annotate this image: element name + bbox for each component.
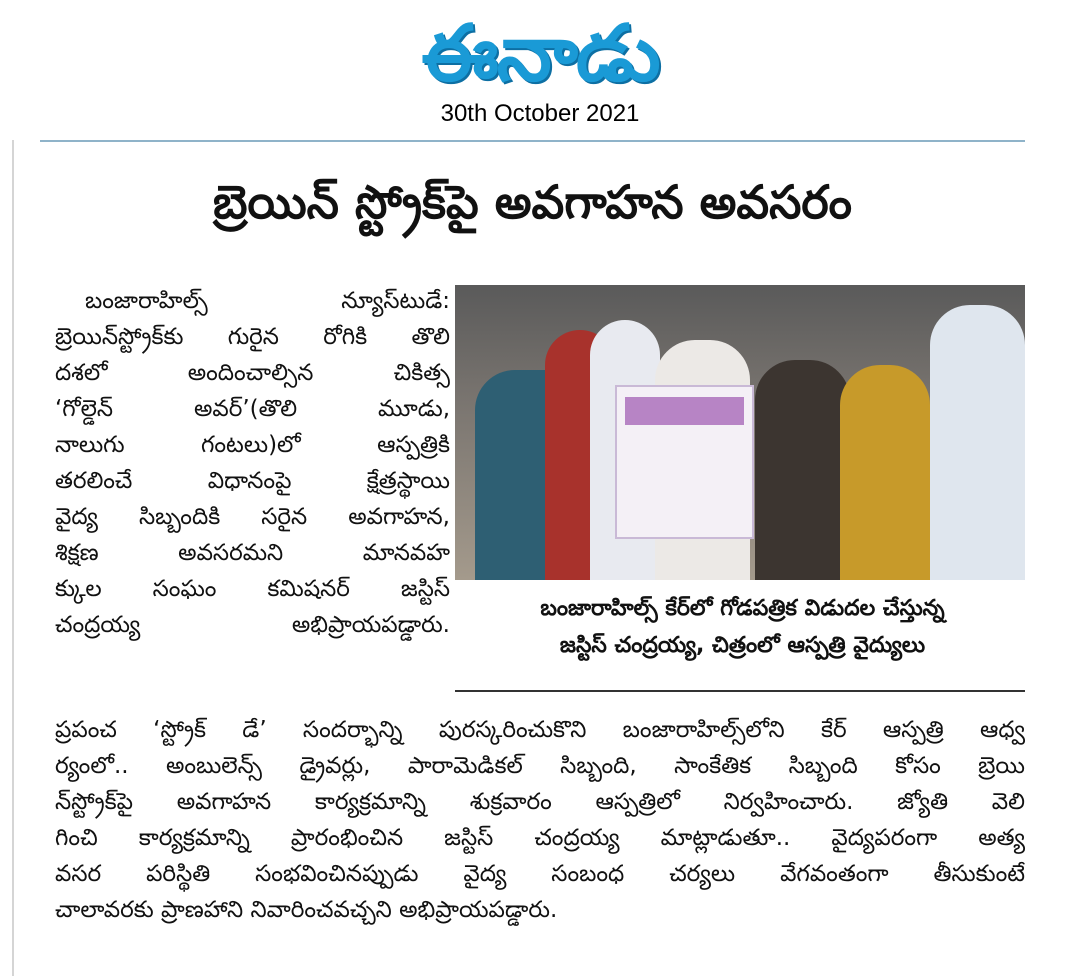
column-line: చంద్రయ్య అభిప్రాయపడ్డారు. — [55, 612, 450, 638]
photo-caption — [460, 590, 1025, 664]
body-line: ర్యంలో.. అంబులెన్స్ డ్రైవర్లు, పారామెడికల్ సిబ్బంది, సాంకేతిక సిబ్బంది కోసం బ్రెయి — [55, 753, 1025, 779]
article-body — [55, 712, 1025, 928]
person-figure — [930, 305, 1025, 580]
column-line: క్కుల సంఘం కమిషనర్ జస్టిస్ — [55, 576, 450, 602]
person-figure — [755, 360, 850, 580]
column-line: శిక్షణ అవసరమని మానవహ — [55, 540, 450, 566]
headline: బ్రెయిన్ స్ట్రోక్‌పై అవగాహన అవసరం — [212, 175, 852, 229]
column-line: దశలో అందించాల్సిన చికిత్స — [55, 360, 450, 386]
body-line: చాలావరకు ప్రాణహాని నివారించవచ్చని అభిప్రాయపడ్డారు. — [55, 897, 558, 923]
column-line: వైద్య సిబ్బందికి సరైన అవగాహన, — [55, 504, 450, 530]
column-line: తరలించే విధానంపై క్షేత్రస్థాయి — [55, 468, 450, 494]
publication-date: 30th October 2021 — [440, 100, 640, 127]
body-line: వసర పరిస్థితి సంభవించినప్పుడు వైద్య సంబంధ చర్యలు వేగవంతంగా తీసుకుంటే — [55, 861, 1025, 887]
wall-poster — [615, 385, 754, 539]
body-line: ప్రపంచ ‘స్ట్రోక్ డే’ సందర్భాన్ని పురస్కరించుకొని బంజారాహిల్స్‌లోని కేర్ ఆస్పత్రి ఆధ్వ — [55, 717, 1025, 743]
column-line: ‘గోల్డెన్ అవర్’(తొలి మూడు, — [55, 396, 450, 422]
dateline: బంజారాహిల్స్ న్యూస్‌టుడే: — [85, 288, 450, 314]
column-line: నాలుగు గంటలు)లో ఆస్పత్రికి — [55, 432, 450, 458]
top-divider — [40, 140, 1025, 142]
caption-divider — [455, 690, 1025, 692]
news-photo — [455, 285, 1025, 580]
body-line: న్‌స్ట్రోక్‌పై అవగాహన కార్యక్రమాన్ని శుక్రవారం ఆస్పత్రిలో నిర్వహించారు. జ్యోతి వెలి — [55, 789, 1025, 815]
caption-line: జస్టిస్ చంద్రయ్య, చిత్రంలో ఆస్పత్రి వైద్యులు — [559, 633, 926, 658]
left-border — [12, 140, 14, 976]
lead-column — [55, 283, 450, 643]
person-figure — [840, 365, 930, 580]
eenadu-logo: ఈనాడు — [421, 9, 659, 99]
caption-line: బంజారాహిల్స్ కేర్‌లో గోడపత్రిక విడుదల చేస్తున్న — [540, 596, 945, 621]
column-line: బ్రెయిన్‌స్ట్రోక్‌కు గురైన రోగికి తొలి — [55, 324, 450, 350]
body-line: గించి కార్యక్రమాన్ని ప్రారంభించిన జస్టిస్ చంద్రయ్య మాట్లాడుతూ.. వైద్యపరంగా అత్య — [55, 825, 1025, 851]
